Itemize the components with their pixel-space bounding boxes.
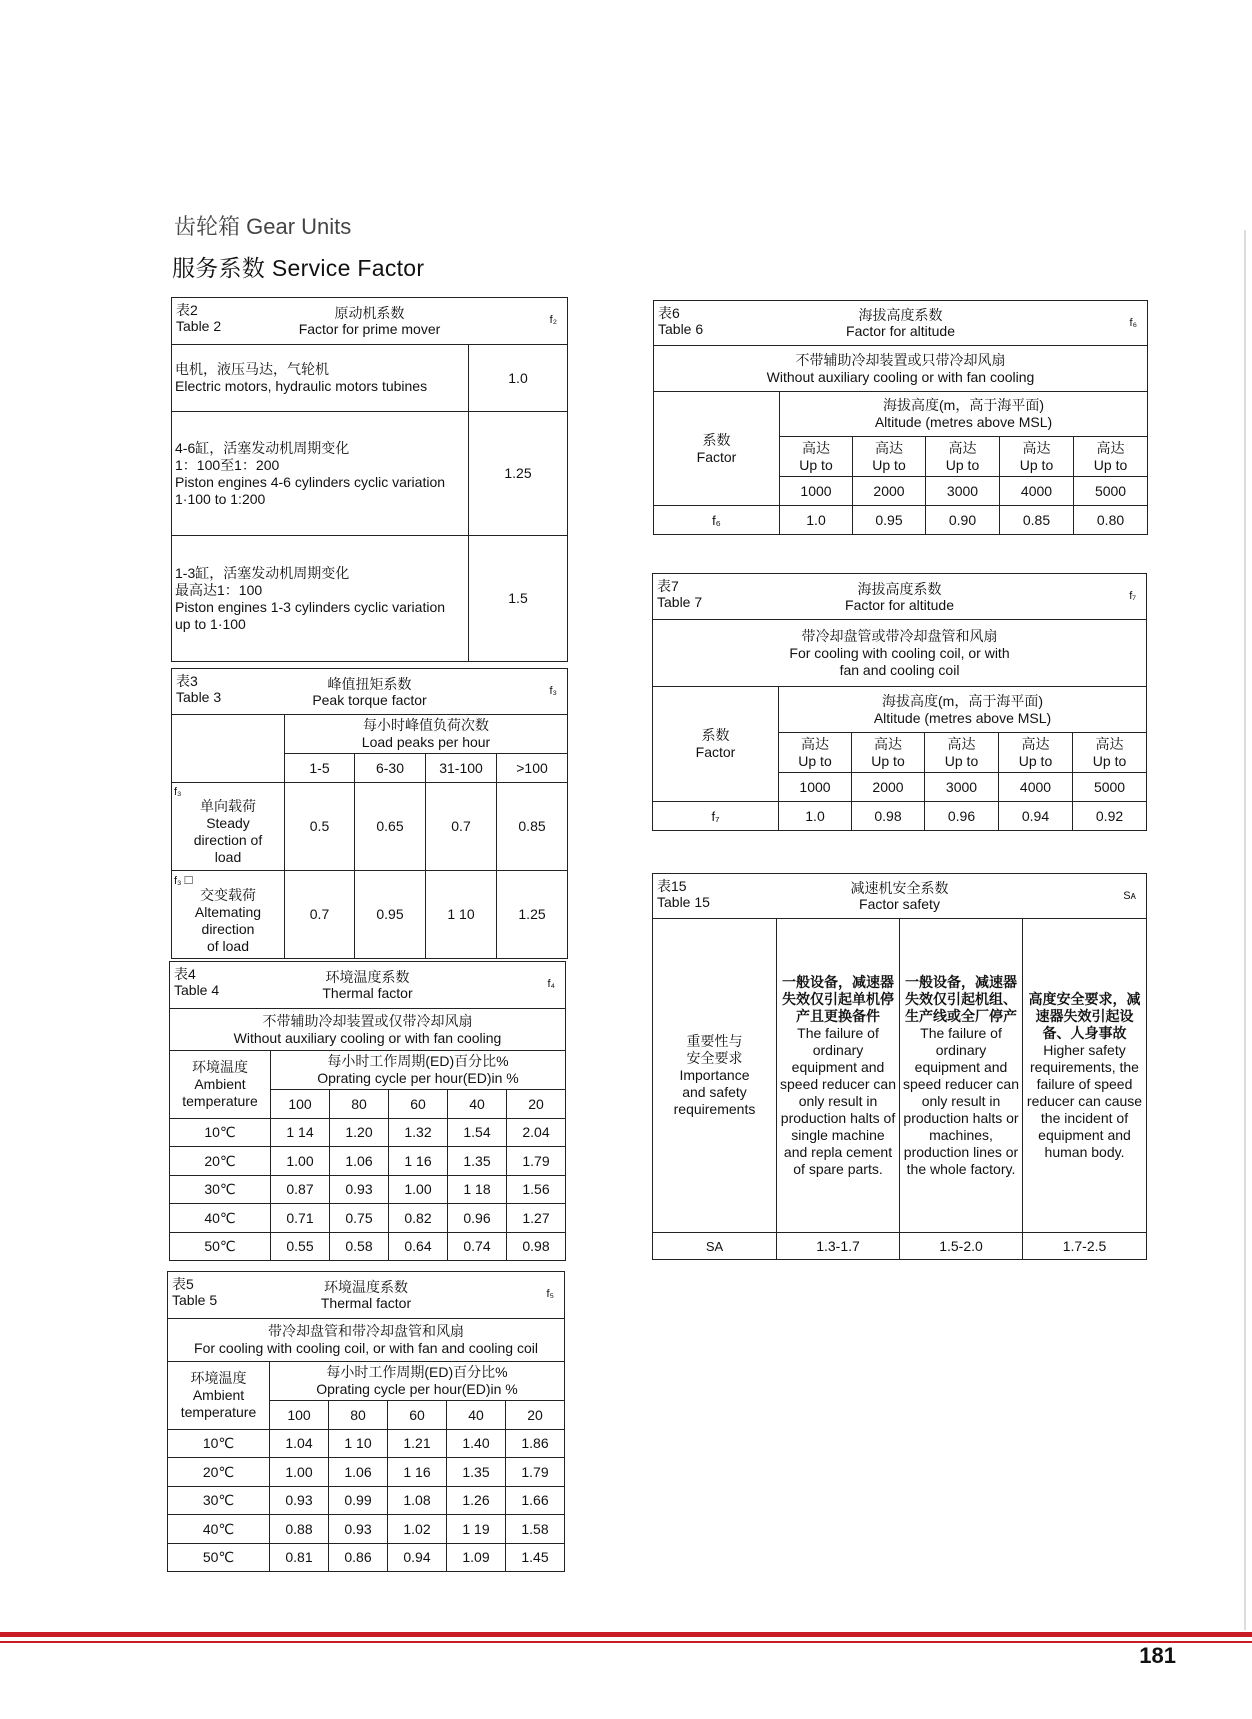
table-row: 10℃ 1.04 1 10 1.21 1.40 1.86 [168, 1430, 565, 1458]
table-row: f₃ □ 交变载荷 Altemating direction of load 0.7 0.95 1 10 1.25 [172, 871, 568, 959]
table-6-altitude-factor: 表6 Table 6 海拔高度系数 Factor for altitude f₆ 不带辅助冷却装置或只带冷却风扇 Without auxiliary cooling or with fan cooling 系数 Factor 海拔高度(m，高于海平面) Altitude (metres above MSL) 高达 Up to 高达 Up to 高达 Up to 高达 Up to 高达 Up to 1000 2000 3000 4000 5000 f₆ 1.0 0.95 0.90 0.85 0.80 [653, 300, 1148, 535]
table-row: 40℃ 0.71 0.75 0.82 0.96 1.27 [170, 1204, 566, 1233]
table-row: 20℃ 1.00 1.06 1 16 1.35 1.79 [168, 1458, 565, 1487]
table-row: 电机，液压马达，气轮机 Electric motors, hydraulic motors tubines 1.0 [172, 345, 568, 412]
table-4-thermal-factor: 表4 Table 4 环境温度系数 Thermal factor f₄ 不带辅助冷却装置或仅带冷却风扇 Without auxiliary cooling or with fan cooling 环境温度 Ambient temperature 每小时工作周期(ED)百分比% Oprating cycle per hour(ED)in % 100 80 60 40 20 10℃ 1 14 1.20 1.32 1.54 2.04 20℃ 1.00 1.06 1 16 1.35 1.79 30℃ 0.87 0.93 1.00 1 18 1.56 40℃ 0.71 0.75 0.82 0.96 1.27 50℃ 0.55 0.58 0.64 0.74 0.98 [169, 961, 566, 1261]
table-3-peak-torque: 表3 Table 3 峰值扭矩系数 Peak torque factor f₃ 每小时峰值负荷次数 Load peaks per hour 1-5 6-30 31-100 >100 f₃ 单向载荷 Steady direction of load 0.5 0.65 0.7 0.85 f₃ □ 交变载荷 Altemating direction of load 0.7 0.95 1 10 1.25 [171, 668, 568, 959]
table-row: 50℃ 0.81 0.86 0.94 1.09 1.45 [168, 1544, 565, 1572]
footer-rule [0, 1632, 1252, 1637]
table-row: 10℃ 1 14 1.20 1.32 1.54 2.04 [170, 1119, 566, 1147]
table-header: 表2 Table 2 原动机系数 Factor for prime mover f₂ [172, 298, 568, 345]
page-number: 181 [1139, 1643, 1176, 1668]
table-7-altitude-factor: 表7 Table 7 海拔高度系数 Factor for altitude f₇ 带冷却盘管或带冷却盘管和风扇 For cooling with cooling coil, or with fan and cooling coil 系数 Factor 海拔高度(m，高于海平面) Altitude (metres above MSL) 高达 Up to 高达 Up to 高达 Up to 高达 Up to 高达 Up to 1000 2000 3000 4000 5000 f₇ 1.0 0.98 0.96 0.94 0.92 [652, 573, 1147, 831]
table-5-thermal-factor: 表5 Table 5 环境温度系数 Thermal factor f₅ 带冷却盘管和带冷却盘管和风扇 For cooling with cooling coil, or with fan and cooling coil 环境温度 Ambient temperature 每小时工作周期(ED)百分比% Oprating cycle per hour(ED)in % 100 80 60 40 20 10℃ 1.04 1 10 1.21 1.40 1.86 20℃ 1.00 1.06 1 16 1.35 1.79 30℃ 0.93 0.99 1.08 1.26 1.66 40℃ 0.88 0.93 1.02 1 19 1.58 50℃ 0.81 0.86 0.94 1.09 1.45 [167, 1271, 565, 1572]
table-header: 表7 Table 7 海拔高度系数 Factor for altitude f₇ [653, 574, 1147, 620]
table-header: 表6 Table 6 海拔高度系数 Factor for altitude f₆ [654, 301, 1148, 346]
table-row: f₃ 单向载荷 Steady direction of load 0.5 0.65 0.7 0.85 [172, 783, 568, 871]
table-header: 表3 Table 3 峰值扭矩系数 Peak torque factor f₃ [172, 669, 568, 715]
table-row: 20℃ 1.00 1.06 1 16 1.35 1.79 [170, 1147, 566, 1176]
table-header: 表4 Table 4 环境温度系数 Thermal factor f₄ [170, 962, 566, 1009]
table-row: 1-3缸，活塞发动机周期变化 最高达1：100 Piston engines 1-3 cylinders cyclic variation up to 1·100 1.5 [172, 536, 568, 662]
table-header: 表15 Table 15 减速机安全系数 Factor safety Sᴀ [653, 874, 1147, 919]
table-row: 30℃ 0.87 0.93 1.00 1 18 1.56 [170, 1176, 566, 1204]
table-row: f₆ 1.0 0.95 0.90 0.85 0.80 [654, 506, 1148, 535]
footer-rule-thin [0, 1641, 1252, 1643]
table-2-prime-mover [171, 297, 568, 662]
table-15-safety-factor: 表15 Table 15 减速机安全系数 Factor safety Sᴀ 重要性与 安全要求 Importance and safety requirements 一般设备，减速器失效仅引起单机停产且更换备件 The failure of ordinary equipment and speed reducer can only result in production halts of single machine and repla cement of spare parts. 一般设备，减速器失效仅引起机组、生产线或全厂停产 The failure of ordinary equipment and speed reducer can only result in production halts or machines, production lines or the whole factory. 高度安全要求，减速器失效引起设备、人身事故 Higher safety requirements, the failure of speed reducer can cause the incident of equipment and human body. SA 1.3-1.7 1.5-2.0 1.7-2.5 [652, 873, 1147, 1260]
table-row: 50℃ 0.55 0.58 0.64 0.74 0.98 [170, 1233, 566, 1261]
section-header-cut: 齿轮箱 Gear Units [174, 214, 352, 239]
table-header: 表5 Table 5 环境温度系数 Thermal factor f₅ [168, 1272, 565, 1319]
table-row: 4-6缸，活塞发动机周期变化 1：100至1：200 Piston engines 4-6 cylinders cyclic variation 1·100 to 1:200 1.25 [172, 412, 568, 536]
table-row: 30℃ 0.93 0.99 1.08 1.26 1.66 [168, 1487, 565, 1515]
table-row: SA 1.3-1.7 1.5-2.0 1.7-2.5 [653, 1233, 1147, 1260]
table-row: 40℃ 0.88 0.93 1.02 1 19 1.58 [168, 1515, 565, 1544]
table-row: f₇ 1.0 0.98 0.96 0.94 0.92 [653, 802, 1147, 831]
edge-shadow [1244, 230, 1246, 1630]
page-title: 服务系数 Service Factor [172, 255, 425, 281]
